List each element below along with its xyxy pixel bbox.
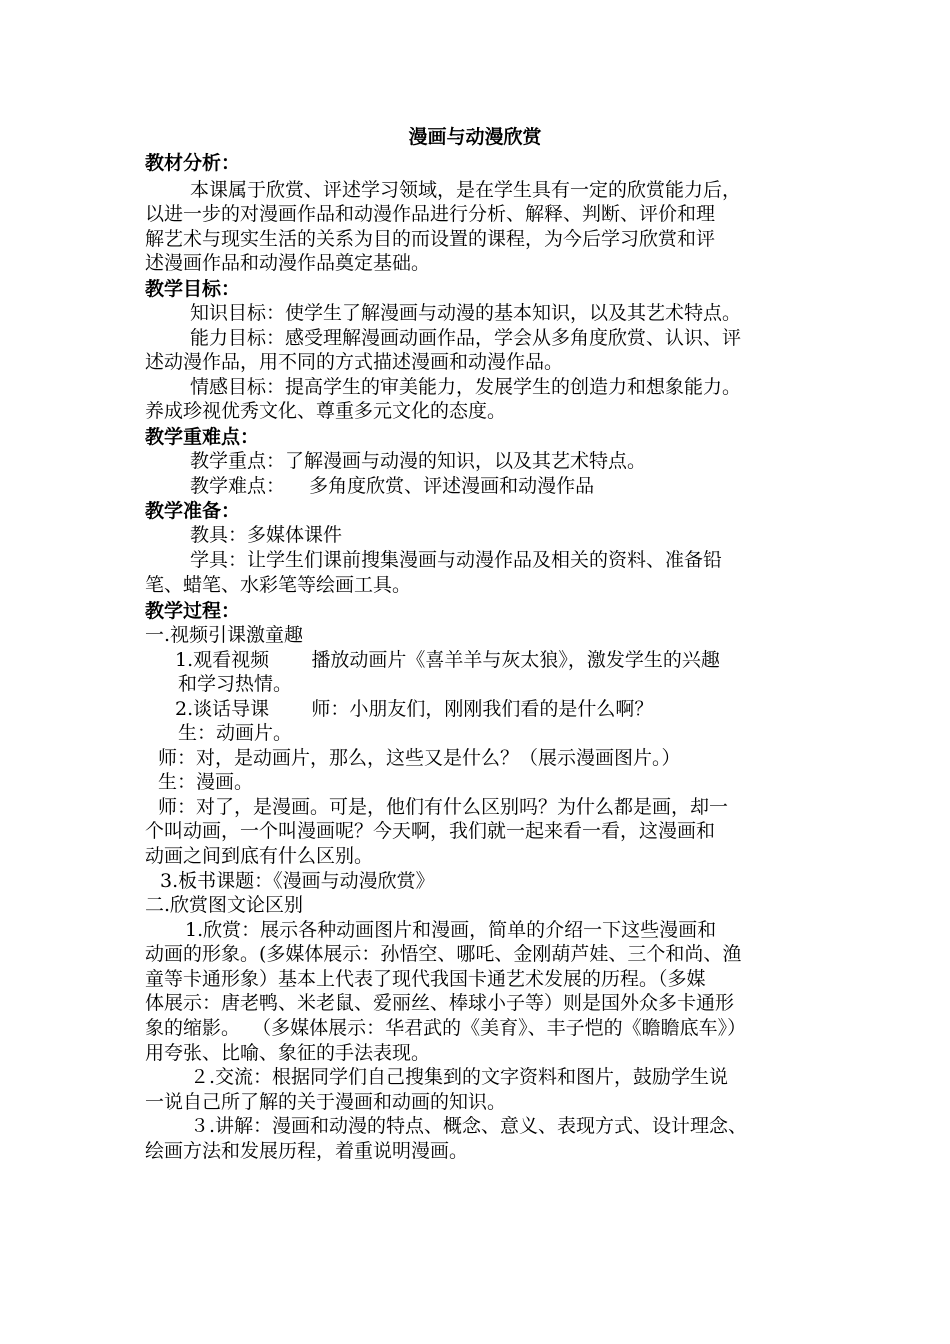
paragraph-line: 笔、蜡笔、水彩笔等绘画工具。 <box>145 574 412 596</box>
paragraph-line: 童等卡通形象）基本上代表了现代我国卡通艺术发展的历程。（多媒 <box>145 968 706 990</box>
paragraph-line: 以进一步的对漫画作品和动漫作品进行分析、解释、判断、评价和理 <box>145 203 716 225</box>
paragraph-line: 情感目标：提高学生的审美能力，发展学生的创造力和想象能力。 <box>190 376 742 398</box>
paragraph-line: 生：动画片。 <box>178 722 293 744</box>
paragraph-line: 养成珍视优秀文化、尊重多元文化的态度。 <box>145 400 507 422</box>
paragraph-line: 述漫画作品和动漫作品奠定基础。 <box>145 252 431 274</box>
paragraph-line: 本课属于欣赏、评述学习领域，是在学生具有一定的欣赏能力后， <box>190 179 742 201</box>
paragraph-line: 动画之间到底有什么区别。 <box>145 845 374 867</box>
paragraph-line: 解艺术与现实生活的关系为目的而设置的课程，为今后学习欣赏和评 <box>145 228 716 250</box>
heading-teaching-goals: 教学目标： <box>145 278 241 300</box>
paragraph-line: 动画的形象。(多媒体展示：孙悟空、哪吒、金刚葫芦娃、三个和尚、渔 <box>145 943 742 965</box>
paragraph-line: 象的缩影。 （多媒体展示：华君武的《美育》、丰子恺的《瞻瞻底车》） <box>145 1017 747 1039</box>
paragraph-line: 绘画方法和发展历程，着重说明漫画。 <box>145 1140 469 1162</box>
page-title: 漫画与动漫欣赏 <box>408 126 542 148</box>
heading-preparation: 教学准备： <box>145 500 241 522</box>
paragraph-line: 学具：让学生们课前搜集漫画与动漫作品及相关的资料、准备铅 <box>190 549 723 571</box>
paragraph-line: 生：漫画。 <box>158 771 254 793</box>
heading-material-analysis: 教材分析： <box>145 152 241 174</box>
paragraph-line: 用夸张、比喻、象征的手法表现。 <box>145 1042 431 1064</box>
heading-key-points: 教学重难点： <box>145 426 260 448</box>
heading-teaching-process: 教学过程： <box>145 600 241 622</box>
paragraph-line: 体展示：唐老鸭、米老鼠、爱丽丝、棒球小子等）则是国外众多卡通形 <box>145 992 735 1014</box>
paragraph-line: ３.讲解：漫画和动漫的特点、概念、意义、表现方式、设计理念、 <box>190 1115 748 1137</box>
paragraph-line: 1.观看视频 播放动画片《喜羊羊与灰太狼》，激发学生的兴趣 <box>175 649 720 671</box>
section-heading-2: 二.欣赏图文论区别 <box>145 894 304 916</box>
paragraph-line: ２.交流：根据同学们自己搜集到的文字资料和图片，鼓励学生说 <box>190 1066 729 1088</box>
paragraph-line: 个叫动画，一个叫漫画呢？今天啊，我们就一起来看一看，这漫画和 <box>145 820 716 842</box>
paragraph-line: 述动漫作品，用不同的方式描述漫画和动漫作品。 <box>145 351 564 373</box>
section-heading-1: 一.视频引课激童趣 <box>145 624 304 646</box>
paragraph-line: 教具：多媒体课件 <box>190 524 343 546</box>
paragraph-line: 和学习热情。 <box>178 673 293 695</box>
paragraph-line: 教学重点：了解漫画与动漫的知识，以及其艺术特点。 <box>190 450 647 472</box>
paragraph-line: 教学难点： 多角度欣赏、评述漫画和动漫作品 <box>190 475 595 497</box>
paragraph-line: 师：对了，是漫画。可是，他们有什么区别吗？为什么都是画，却一 <box>158 796 729 818</box>
paragraph-line: 2.谈话导课 师：小朋友们，刚刚我们看的是什么啊？ <box>175 698 654 720</box>
paragraph-line: 1.欣赏：展示各种动画图片和漫画，简单的介绍一下这些漫画和 <box>185 919 717 941</box>
paragraph-line: 3.板书课题：《漫画与动漫欣赏》 <box>160 870 435 892</box>
paragraph-line: 师：对，是动画片，那么，这些又是什么？（展示漫画图片。） <box>158 747 681 769</box>
paragraph-line: 能力目标：感受理解漫画动画作品，学会从多角度欣赏、认识、评 <box>190 327 742 349</box>
paragraph-line: 知识目标：使学生了解漫画与动漫的基本知识，以及其艺术特点。 <box>190 302 742 324</box>
paragraph-line: 一说自己所了解的关于漫画和动画的知识。 <box>145 1091 507 1113</box>
